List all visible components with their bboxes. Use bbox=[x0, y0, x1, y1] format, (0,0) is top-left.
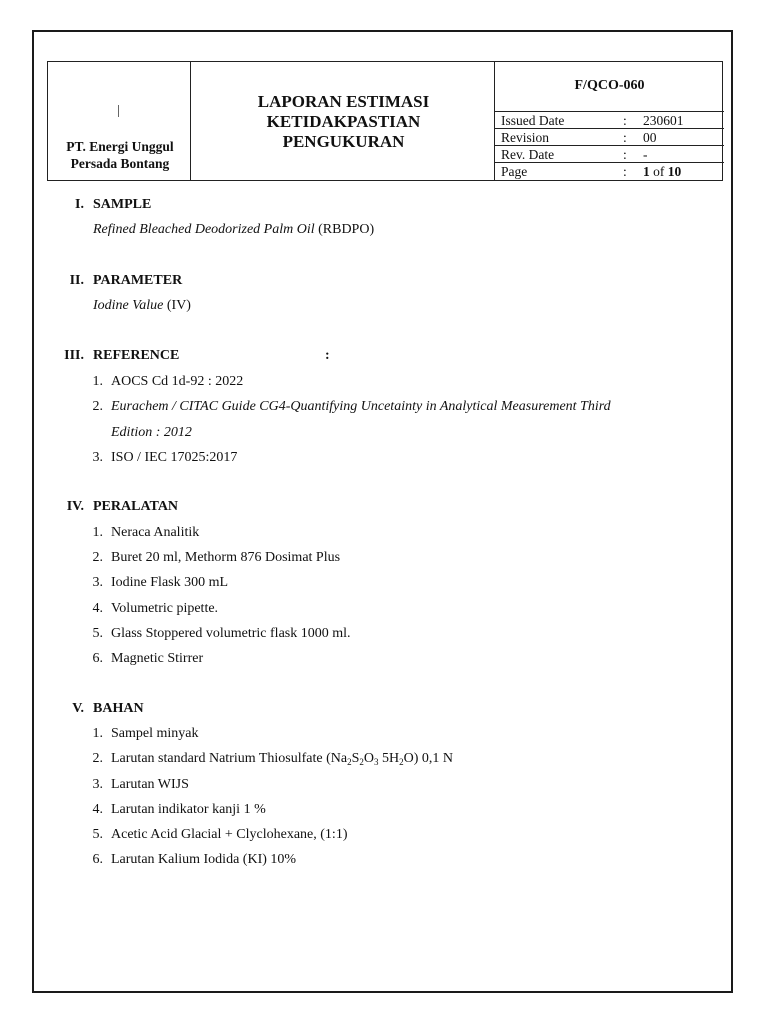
meta-value: - bbox=[643, 147, 648, 162]
formula-subscript: 2 bbox=[359, 757, 364, 767]
list-number: 5. bbox=[92, 827, 103, 842]
list-number: 4. bbox=[92, 601, 103, 616]
list-number: 5. bbox=[92, 626, 103, 641]
section-title-peralatan: PERALATAN bbox=[93, 499, 179, 514]
list-number: 4. bbox=[92, 802, 103, 817]
formula-text: Larutan standard Natrium Thiosulfate (Na bbox=[111, 751, 348, 766]
section-title-bahan: BAHAN bbox=[93, 701, 144, 716]
list-number: 3. bbox=[92, 575, 103, 590]
sample-description bbox=[93, 222, 374, 238]
list-item: Glass Stoppered volumetric flask 1000 ml. bbox=[111, 626, 351, 641]
formula-subscript: 3 bbox=[374, 757, 379, 767]
list-number: 6. bbox=[92, 852, 103, 867]
list-item: AOCS Cd 1d-92 : 2022 bbox=[111, 374, 244, 389]
formula-subscript: 2 bbox=[399, 757, 404, 767]
list-number: 1. bbox=[92, 726, 103, 741]
sample-name: Refined Bleached Deodorized Palm Oil bbox=[93, 222, 315, 237]
meta-sep: : bbox=[623, 164, 627, 179]
list-number: 1. bbox=[92, 525, 103, 540]
formula-text: S bbox=[351, 751, 360, 766]
list-item: Larutan indikator kanji 1 % bbox=[111, 802, 266, 817]
meta-sep: : bbox=[623, 130, 627, 145]
list-item bbox=[111, 751, 453, 767]
section-number: III. bbox=[64, 348, 84, 363]
formula-text: O) 0,1 N bbox=[403, 751, 454, 766]
section-number: I. bbox=[75, 197, 84, 212]
page-number: 1 bbox=[643, 164, 650, 179]
formula-text: O bbox=[363, 751, 375, 766]
list-item: Eurachem / CITAC Guide CG4-Quantifying Uncetainty in Analytical Measurement Third bbox=[111, 399, 611, 414]
meta-value: 00 bbox=[643, 130, 657, 145]
document-title-line2: KETIDAKPASTIAN bbox=[266, 112, 421, 131]
list-number: 2. bbox=[92, 751, 103, 766]
company-name-line1: PT. Energi Unggul bbox=[66, 139, 174, 154]
list-number: 2. bbox=[92, 399, 103, 414]
meta-row-page bbox=[495, 162, 724, 180]
meta-label: Revision bbox=[501, 130, 550, 145]
list-number: 2. bbox=[92, 550, 103, 565]
meta-sep: : bbox=[623, 147, 627, 162]
list-item: Iodine Flask 300 mL bbox=[111, 575, 229, 590]
section-title-reference: REFERENCE bbox=[93, 348, 180, 363]
meta-cell bbox=[494, 61, 723, 181]
list-item: Larutan WIJS bbox=[111, 777, 189, 792]
formula-subscript: 2 bbox=[347, 757, 352, 767]
list-item: ISO / IEC 17025:2017 bbox=[111, 450, 238, 465]
section-number: II. bbox=[69, 273, 84, 288]
list-item: Larutan Kalium Iodida (KI) 10% bbox=[111, 852, 297, 867]
title-cell bbox=[190, 61, 495, 181]
parameter-description bbox=[93, 298, 191, 314]
meta-label: Page bbox=[501, 164, 528, 179]
list-item-continuation: Edition : 2012 bbox=[111, 425, 192, 440]
section-number: IV. bbox=[66, 499, 84, 514]
meta-row-rev-date bbox=[495, 145, 724, 163]
form-code: F/QCO-060 bbox=[574, 78, 645, 93]
company-name bbox=[48, 138, 192, 172]
company-name-line2: Persada Bontang bbox=[70, 156, 170, 171]
meta-label: Issued Date bbox=[501, 113, 565, 128]
list-item: Sampel minyak bbox=[111, 726, 199, 741]
meta-row-issued-date bbox=[495, 111, 724, 129]
page-total: 10 bbox=[667, 164, 682, 179]
formula-text: 5H bbox=[378, 751, 400, 766]
document-title bbox=[191, 92, 496, 152]
page-of: of bbox=[653, 164, 665, 179]
list-item: Acetic Acid Glacial + Clyclohexane, (1:1) bbox=[111, 827, 348, 842]
company-cell bbox=[47, 61, 191, 181]
list-item: Neraca Analitik bbox=[111, 525, 200, 540]
page-count bbox=[643, 163, 681, 180]
list-item: Buret 20 ml, Methorm 876 Dosimat Plus bbox=[111, 550, 341, 565]
section-title-parameter: PARAMETER bbox=[93, 273, 183, 288]
list-item: Volumetric pipette. bbox=[111, 601, 219, 616]
list-number: 3. bbox=[92, 777, 103, 792]
list-number: 6. bbox=[92, 651, 103, 666]
sample-abbrev: (RBDPO) bbox=[314, 222, 375, 237]
parameter-abbrev: (IV) bbox=[163, 298, 191, 313]
document-header bbox=[47, 61, 723, 181]
section-number: V. bbox=[72, 701, 84, 716]
logo-mark bbox=[118, 105, 119, 117]
document-title-line1: LAPORAN ESTIMASI bbox=[257, 92, 430, 111]
meta-value: 230601 bbox=[643, 113, 684, 128]
parameter-name: Iodine Value bbox=[93, 298, 164, 313]
list-item: Magnetic Stirrer bbox=[111, 651, 204, 666]
document-title-line3: PENGUKURAN bbox=[282, 132, 405, 151]
list-number: 3. bbox=[92, 450, 103, 465]
meta-label: Rev. Date bbox=[501, 147, 555, 162]
meta-row-revision bbox=[495, 128, 724, 146]
meta-sep: : bbox=[623, 113, 627, 128]
section-title-sample: SAMPLE bbox=[93, 197, 152, 212]
reference-colon: : bbox=[325, 348, 330, 363]
list-number: 1. bbox=[92, 374, 103, 389]
